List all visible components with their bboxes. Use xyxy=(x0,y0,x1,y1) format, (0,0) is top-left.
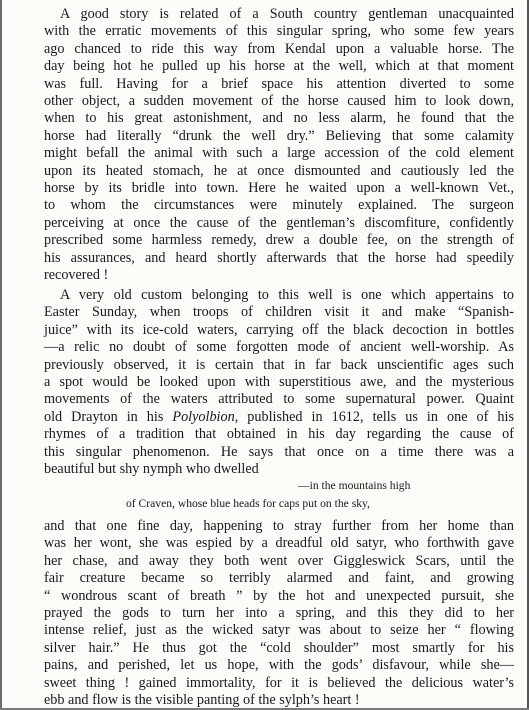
text-line: other object, a sudden movement of the horse caused him to look down, xyxy=(44,93,514,110)
text-line: horse had literally “drunk the well dry.” Believing that some calamity xyxy=(44,127,514,144)
text-line: when to his great astonishment, and no less alarm, he found that the xyxy=(44,110,514,127)
paragraph-nymph-legend xyxy=(44,518,514,709)
text-line: ago chanced to ride this way from Kendal upon a valuable horse. The xyxy=(44,40,514,57)
text-line: “ wondrous scant of breath ” by the hot and unexpected pursuit, she xyxy=(44,587,514,604)
text-line: silver hair.” He thus got the “cold shoulder” most smartly for his xyxy=(44,639,514,656)
text-line: beautiful but shy nymph who dwelled xyxy=(44,461,259,478)
text-line: ebb and flow is the visible panting of the sylph’s heart ! xyxy=(44,692,360,709)
paragraph-easter-custom xyxy=(44,287,514,478)
page-left-edge xyxy=(0,0,2,710)
text-line: intense relief, just as the wicked satyr was about to seize her “ flowing xyxy=(44,622,514,639)
text-line: his assurances, and heard shortly afterwards that the horse had speedily xyxy=(44,249,514,266)
verse-quotation xyxy=(44,477,514,512)
text-line: rhymes of a tradition that obtained in his day regarding the cause of xyxy=(44,426,514,443)
text-line: fair creature became so terribly alarmed and faint, and growing xyxy=(44,570,514,587)
text-line: recovered ! xyxy=(44,267,109,284)
quote-line: —in the mountains high xyxy=(298,479,411,492)
text-line: movements of the waters attributed to some supernatural power. Quaint xyxy=(44,391,514,408)
text-line: was her wont, she was espied by a dreadful old satyr, who forthwith gave xyxy=(44,535,514,552)
text-line: prayed the gods to turn her into a spring, and this they did to her xyxy=(44,605,514,622)
polyolbion-title: Polyolbion xyxy=(172,408,235,425)
quote-line: of Craven, whose blue heads for caps put on the sky, xyxy=(126,496,370,510)
text-line: juice” with its ice-cold waters, carrying off the black decoction in bottles xyxy=(44,321,514,338)
text-line: pains, and perished, let us hope, with the gods’ disfavour, while she— xyxy=(44,657,514,674)
text-line: upon its heated stomach, he at once dismounted and cautiously led the xyxy=(44,162,514,179)
text-line: sweet thing ! gained immortality, for it is believed the delicious water’s xyxy=(44,674,514,691)
text-line: previously observed, it is certain that in far back unscientific ages such xyxy=(44,356,514,373)
text-line: Easter Sunday, when troops of children visit it and make “Spanish- xyxy=(44,304,514,321)
text-line: with the erratic movements of this singular spring, who some few years xyxy=(44,23,514,40)
text-line: perceiving at once the cause of the gentleman’s discomfiture, confidently xyxy=(44,214,514,231)
text-line: her chase, and away they both went over Giggleswick Scars, until the xyxy=(44,552,514,569)
text-line: prescribed some harmless remedy, drew a double fee, on the strength of xyxy=(44,232,514,249)
text-line: —a relic no doubt of some forgotten mode of ancient well-worship. As xyxy=(44,339,514,356)
text-line: was full. Having for a brief space his attention diverted to some xyxy=(44,75,514,92)
text-line: this singular phenomenon. He says that once on a time there was a xyxy=(44,443,514,460)
text-line: a spot would be looked upon with superstitious awe, and the mysterious xyxy=(44,374,514,391)
paragraph-horse-story xyxy=(44,6,514,285)
drayton-suffix: , published in 1612, tells us in one of his xyxy=(234,408,514,425)
text-line: might befall the animal with such a large accession of the cold element xyxy=(44,145,514,162)
text-line: and that one fine day, happening to stray further from her home than xyxy=(44,518,514,534)
text-line: day being hot he pulled up his horse at the well, which at that moment xyxy=(44,58,514,75)
text-line-drayton xyxy=(44,409,514,426)
drayton-prefix: old Drayton in his xyxy=(44,408,173,425)
text-line: A very old custom belonging to this well is one which appertains to xyxy=(60,287,514,303)
text-line: A good story is related of a South country gentleman unacquainted xyxy=(60,6,514,22)
text-line: horse by its bridle into town. Here he waited upon a well-known Vet., xyxy=(44,180,514,197)
text-line: to whom the circumstances were minutely explained. The surgeon xyxy=(44,197,514,214)
